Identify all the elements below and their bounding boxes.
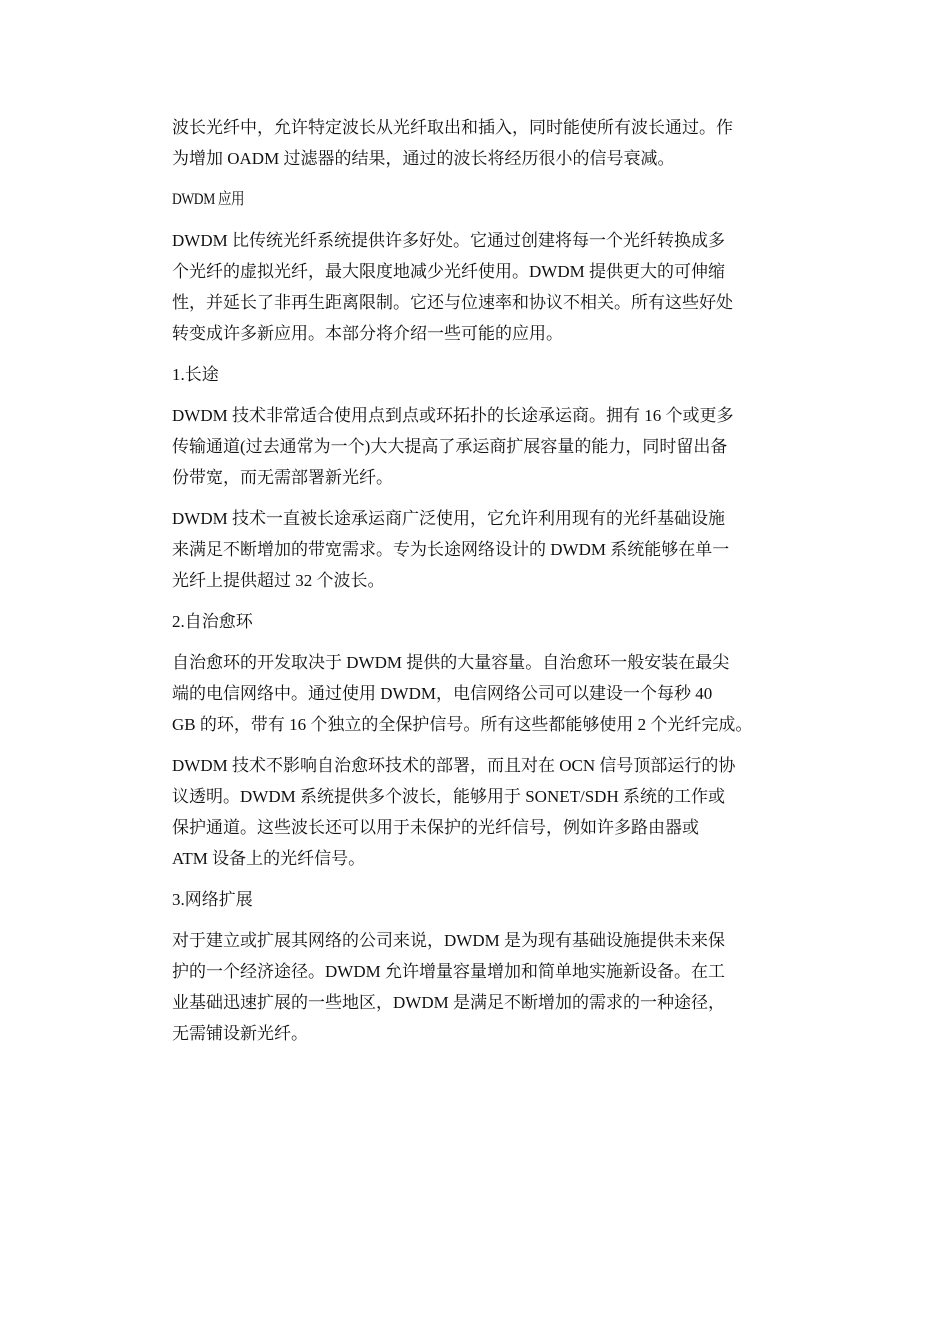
- self-healing-paragraph-2: DWDM 技术不影响自治愈环技术的部署，而且对在 OCN 信号顶部运行的协 议透明。DWDM 系统提供多个波长，能够用于 SONET/SDH 系统的工作或 保护通道。这些波长还可以用于未保护的光纤信号，例如许多路由器或 ATM 设备上的光纤信号。: [172, 756, 736, 868]
- network-expansion-paragraph: 对于建立或扩展其网络的公司来说，DWDM 是为现有基础设施提供未来保 护的一个经济途径。DWDM 允许增量容量增加和简单地实施新设备。在工 业基础迅速扩展的一些地区，DWDM 是满足不断增加的需求的一种途径， 无需铺设新光纤。: [172, 931, 725, 1043]
- section-heading-long-haul: 1.长途: [172, 365, 219, 384]
- intro-paragraph: 波长光纤中，允许特定波长从光纤取出和插入，同时能使所有波长通过。作 为增加 OADM 过滤器的结果，通过的波长将经历很小的信号衰减。: [172, 118, 733, 168]
- dwdm-applications-paragraph: DWDM 比传统光纤系统提供许多好处。它通过创建将每一个光纤转换成多 个光纤的虚拟光纤，最大限度地减少光纤使用。DWDM 提供更大的可伸缩 性，并延长了非再生距离限制。它还与位速率和协议不相关。所有这些好处 转变成许多新应用。本部分将介绍一些可能的应用。: [172, 231, 733, 343]
- long-haul-paragraph-1: DWDM 技术非常适合使用点到点或环拓扑的长途承运商。拥有 16 个或更多 传输通道(过去通常为一个)大大提高了承运商扩展容量的能力，同时留出备 份带宽，而无需部署新光纤。: [172, 406, 734, 487]
- section-heading-network-expansion: 3.网络扩展: [172, 890, 253, 909]
- section-heading-self-healing-ring: 2.自治愈环: [172, 612, 253, 631]
- document-body: [172, 112, 812, 1059]
- long-haul-paragraph-2: DWDM 技术一直被长途承运商广泛使用，它允许利用现有的光纤基础设施 来满足不断增加的带宽需求。专为长途网络设计的 DWDM 系统能够在单一 光纤上提供超过 32 个波长。: [172, 509, 730, 590]
- self-healing-paragraph-1: 自治愈环的开发取决于 DWDM 提供的大量容量。自治愈环一般安装在最尖 端的电信网络中。通过使用 DWDM，电信网络公司可以建设一个每秒 40 GB 的环，带有 16 个独立的全保护信号。所有这些都能够使用 2 个光纤完成。: [172, 653, 753, 734]
- section-heading-dwdm-applications: DWDM 应用: [172, 191, 245, 208]
